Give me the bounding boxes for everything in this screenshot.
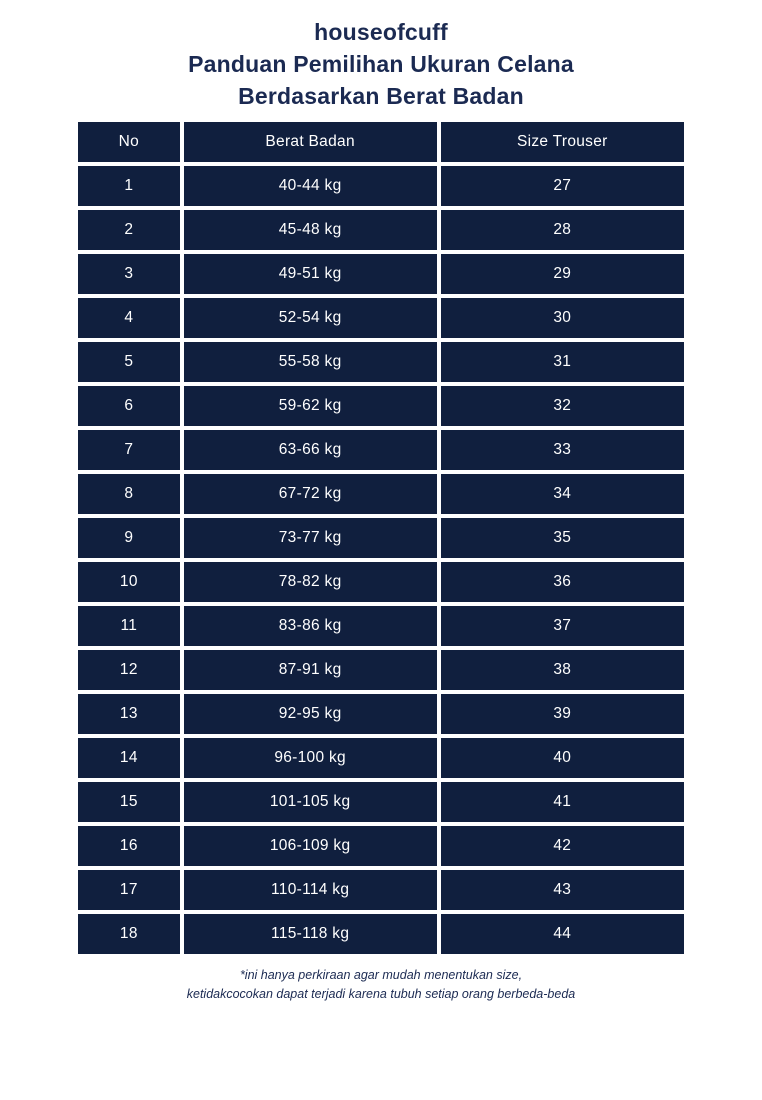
table-row (78, 430, 684, 470)
cell-weight: 78-82 kg (184, 562, 437, 602)
table-row (78, 386, 684, 426)
cell-weight: 101-105 kg (184, 782, 437, 822)
cell-size: 36 (441, 562, 684, 602)
cell-no: 11 (78, 606, 180, 646)
table-row (78, 474, 684, 514)
cell-size: 30 (441, 298, 684, 338)
column-header-no: No (78, 122, 180, 162)
cell-size: 34 (441, 474, 684, 514)
cell-size: 40 (441, 738, 684, 778)
cell-no: 18 (78, 914, 180, 954)
cell-no: 2 (78, 210, 180, 250)
table-row (78, 650, 684, 690)
table-header-row (78, 122, 684, 162)
cell-size: 33 (441, 430, 684, 470)
cell-no: 8 (78, 474, 180, 514)
cell-weight: 59-62 kg (184, 386, 437, 426)
table-row (78, 518, 684, 558)
table-row (78, 342, 684, 382)
cell-weight: 115-118 kg (184, 914, 437, 954)
cell-no: 13 (78, 694, 180, 734)
page-title-line1: Panduan Pemilihan Ukuran Celana (188, 51, 574, 77)
cell-no: 3 (78, 254, 180, 294)
brand-title: houseofcuff (314, 19, 448, 45)
table-row (78, 694, 684, 734)
table-row (78, 914, 684, 954)
cell-size: 31 (441, 342, 684, 382)
table-row (78, 298, 684, 338)
cell-size: 27 (441, 166, 684, 206)
cell-weight: 55-58 kg (184, 342, 437, 382)
cell-size: 38 (441, 650, 684, 690)
footnote (0, 966, 762, 1005)
cell-size: 28 (441, 210, 684, 250)
cell-no: 1 (78, 166, 180, 206)
cell-weight: 49-51 kg (184, 254, 437, 294)
cell-size: 29 (441, 254, 684, 294)
cell-weight: 92-95 kg (184, 694, 437, 734)
cell-size: 35 (441, 518, 684, 558)
cell-size: 39 (441, 694, 684, 734)
table-row (78, 782, 684, 822)
cell-size: 41 (441, 782, 684, 822)
cell-no: 12 (78, 650, 180, 690)
cell-weight: 96-100 kg (184, 738, 437, 778)
page-title-line2: Berdasarkan Berat Badan (238, 83, 524, 109)
table-row (78, 166, 684, 206)
cell-weight: 73-77 kg (184, 518, 437, 558)
table-row (78, 210, 684, 250)
cell-size: 43 (441, 870, 684, 910)
cell-weight: 110-114 kg (184, 870, 437, 910)
cell-no: 9 (78, 518, 180, 558)
cell-weight: 52-54 kg (184, 298, 437, 338)
cell-no: 10 (78, 562, 180, 602)
cell-size: 37 (441, 606, 684, 646)
cell-no: 4 (78, 298, 180, 338)
cell-no: 17 (78, 870, 180, 910)
column-header-size: Size Trouser (441, 122, 684, 162)
table-row (78, 254, 684, 294)
table-row (78, 606, 684, 646)
cell-size: 32 (441, 386, 684, 426)
table-row (78, 562, 684, 602)
cell-no: 14 (78, 738, 180, 778)
cell-no: 7 (78, 430, 180, 470)
table-row (78, 738, 684, 778)
cell-no: 16 (78, 826, 180, 866)
cell-weight: 87-91 kg (184, 650, 437, 690)
cell-weight: 63-66 kg (184, 430, 437, 470)
cell-weight: 106-109 kg (184, 826, 437, 866)
table-row (78, 870, 684, 910)
cell-size: 44 (441, 914, 684, 954)
cell-no: 6 (78, 386, 180, 426)
cell-size: 42 (441, 826, 684, 866)
cell-weight: 45-48 kg (184, 210, 437, 250)
page-header (0, 0, 762, 112)
cell-no: 15 (78, 782, 180, 822)
cell-no: 5 (78, 342, 180, 382)
cell-weight: 83-86 kg (184, 606, 437, 646)
footnote-line2: ketidakcocokan dapat terjadi karena tubuh setiap orang berbeda-beda (186, 987, 576, 1002)
cell-weight: 40-44 kg (184, 166, 437, 206)
table-row (78, 826, 684, 866)
size-guide-table (74, 118, 688, 958)
cell-weight: 67-72 kg (184, 474, 437, 514)
footnote-line1: *ini hanya perkiraan agar mudah menentukan size, (239, 968, 523, 982)
column-header-weight: Berat Badan (184, 122, 437, 162)
